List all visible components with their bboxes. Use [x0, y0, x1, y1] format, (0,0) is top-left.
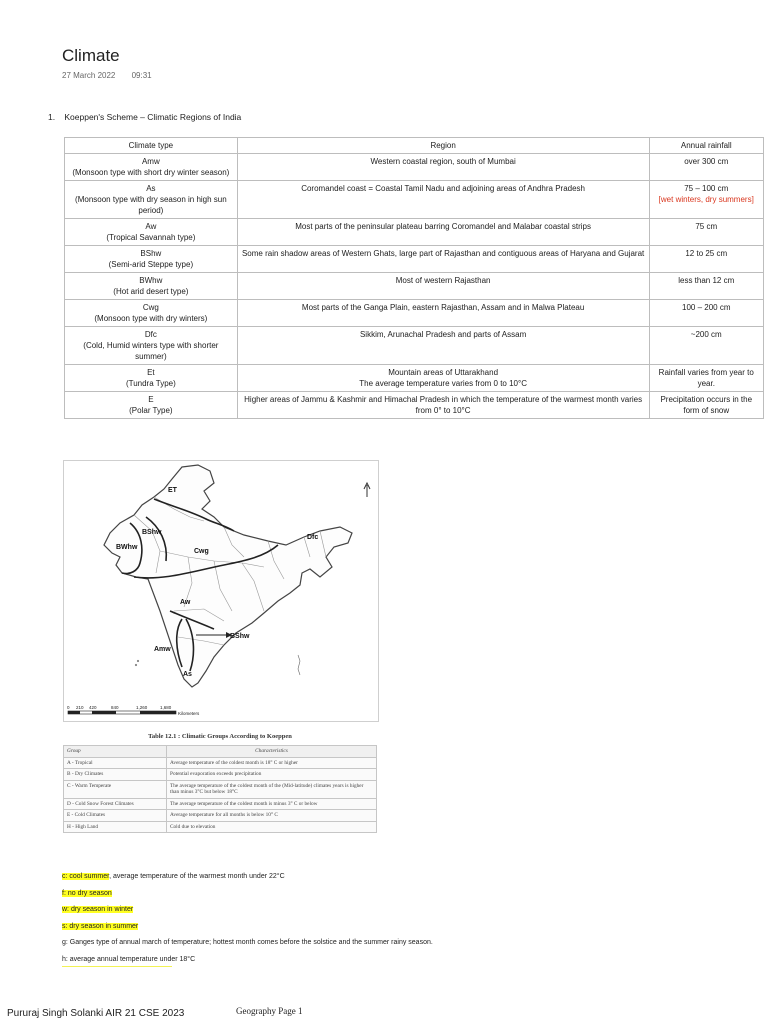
group-cell: B - Dry Climates	[64, 769, 167, 781]
table-row	[65, 219, 764, 246]
rainfall-cell	[649, 219, 764, 246]
region-text: Some rain shadow areas of Western Ghats, large part of Rajasthan and contiguous areas of Haryana and Gujarat	[241, 249, 645, 258]
region-cell	[237, 273, 649, 300]
climate-type-cell	[65, 273, 238, 300]
map-label-cwg: Cwg	[194, 548, 209, 555]
page-dateline	[62, 71, 166, 80]
climate-type-cell	[65, 246, 238, 273]
table-row	[65, 327, 764, 365]
climate-type-cell	[65, 365, 238, 392]
climate-description: (Monsoon type with short dry winter season)	[72, 168, 230, 177]
rainfall-value: 75 – 100 cm	[684, 184, 729, 193]
region-text: Western coastal region, south of Mumbai	[370, 157, 516, 166]
climate-type-cell	[65, 327, 238, 365]
region-cell	[237, 327, 649, 365]
note-line	[62, 922, 433, 939]
scale-unit: Kilometers	[178, 711, 200, 716]
map-label-dfc: Dfc	[307, 534, 319, 541]
table-row	[65, 392, 764, 419]
map-scale-bar	[67, 705, 200, 716]
region-cell	[237, 181, 649, 219]
page-title: Climate	[62, 46, 120, 65]
climate-code: Dfc	[144, 330, 157, 339]
region-text: Sikkim, Arunachal Pradesh and parts of Assam	[359, 330, 527, 339]
scale-tick-420: 420	[89, 705, 97, 710]
climate-code: As	[146, 184, 156, 193]
region-text: Coromandel coast = Coastal Tamil Nadu and adjoining areas of Andhra Pradesh	[301, 184, 586, 193]
table-row	[65, 154, 764, 181]
rainfall-cell	[649, 327, 764, 365]
map-label-bshw-south: BShw	[230, 633, 250, 640]
rainfall-note: [wet winters, dry summers]	[658, 195, 754, 204]
rainfall-value: ~200 cm	[690, 330, 722, 339]
climate-description: (Tundra Type)	[125, 379, 176, 388]
climate-type-cell	[65, 392, 238, 419]
rainfall-cell	[649, 300, 764, 327]
group-cell: H - High Land	[64, 821, 167, 833]
characteristics-cell: The average temperature of the coldest month of the (Mid-latitude) climates years is higher than minus 3°C but below 18°C	[167, 780, 377, 798]
characteristics-cell: The average temperature of the coldest month is minus 3° C or below	[167, 798, 377, 810]
rainfall-cell	[649, 365, 764, 392]
climate-type-cell	[65, 154, 238, 181]
footer-page-label: Geography Page 1	[236, 1006, 303, 1016]
koeppen-table-header	[64, 746, 377, 758]
table-row	[64, 821, 377, 833]
rainfall-value: 12 to 25 cm	[685, 249, 728, 258]
climate-type-cell	[65, 300, 238, 327]
climate-code: Et	[147, 368, 155, 377]
page-date: 27 March 2022	[62, 71, 116, 80]
header-region: Region	[237, 138, 649, 154]
rainfall-value: over 300 cm	[684, 157, 729, 166]
rainfall-cell	[649, 246, 764, 273]
section-heading	[48, 112, 241, 122]
region-text: Most parts of the peninsular plateau barring Coromandel and Malabar coastal strips	[295, 222, 591, 231]
note-highlight: f: no dry season	[62, 889, 112, 897]
note-line	[62, 955, 433, 972]
climate-description: (Monsoon type with dry winters)	[94, 314, 208, 323]
scale-tick-840: 840	[111, 705, 119, 710]
group-cell: A - Tropical	[64, 757, 167, 769]
region-cell	[237, 219, 649, 246]
rainfall-value: 75 cm	[695, 222, 718, 231]
group-cell: C - Warm Temperate	[64, 780, 167, 798]
islands	[135, 655, 300, 675]
table-row	[65, 365, 764, 392]
characteristics-cell: Average temperature for all months is below 10° C	[167, 810, 377, 822]
koeppen-map-of-india	[63, 460, 379, 722]
climate-table	[64, 137, 764, 419]
page-time: 09:31	[131, 71, 152, 80]
koeppen-groups-table	[63, 745, 377, 833]
scale-tick-210: 210	[76, 705, 84, 710]
group-cell: E - Cold Climates	[64, 810, 167, 822]
heading-text: Koeppen's Scheme – Climatic Regions of India	[64, 112, 242, 122]
note-line	[62, 938, 433, 955]
note-line	[62, 905, 433, 922]
characteristics-cell: Cold due to elevation	[167, 821, 377, 833]
footer-author: Pururaj Singh Solanki AIR 21 CSE 2023	[7, 1008, 185, 1019]
climate-code: BWhw	[139, 276, 163, 285]
climate-code: E	[148, 395, 154, 404]
note-highlight: c: cool summer	[62, 873, 110, 880]
header-characteristics: Characteristics	[167, 746, 377, 758]
scale-tick-1260: 1,260	[136, 705, 148, 710]
climate-table-header	[65, 138, 764, 154]
note-line	[62, 889, 433, 906]
note-text: g: Ganges type of annual march of temperature; hottest month comes before the solstice and the summer rainy season.	[62, 939, 433, 946]
climate-description: (Semi-arid Steppe type)	[108, 260, 194, 269]
map-label-bshw-north: BShw	[142, 529, 162, 536]
region-cell	[237, 365, 649, 392]
table-row	[65, 181, 764, 219]
region-cell	[237, 300, 649, 327]
table-row	[64, 769, 377, 781]
note-line	[62, 872, 433, 889]
note-underline	[62, 966, 172, 967]
scale-tick-0: 0	[67, 705, 70, 710]
climate-code: Cwg	[142, 303, 159, 312]
climate-description: (Hot arid desert type)	[113, 287, 189, 296]
region-cell	[237, 392, 649, 419]
rainfall-value: Rainfall varies from year to year.	[658, 368, 754, 388]
group-cell: D - Cold Snow Forest Climates	[64, 798, 167, 810]
map-label-et: ET	[168, 487, 177, 494]
north-arrow-icon	[364, 483, 370, 497]
region-text: Most parts of the Ganga Plain, eastern Rajasthan, Assam and in Malwa Plateau	[301, 303, 585, 312]
climate-code: Amw	[141, 157, 160, 166]
rainfall-cell	[649, 181, 764, 219]
rainfall-value: 100 – 200 cm	[682, 303, 731, 312]
rainfall-cell	[649, 273, 764, 300]
climate-type-cell	[65, 181, 238, 219]
table-row	[65, 246, 764, 273]
climate-code: BShw	[140, 249, 162, 258]
note-highlight: s: dry season in summer	[62, 922, 139, 930]
table-row	[64, 757, 377, 769]
table-row	[64, 810, 377, 822]
table-row	[64, 780, 377, 798]
header-climate-type: Climate type	[65, 138, 238, 154]
map-label-bwhw: BWhw	[116, 544, 138, 551]
heading-number: 1.	[48, 112, 56, 122]
region-cell	[237, 154, 649, 181]
characteristics-cell: Average temperature of the coldest month is 18° C or higher	[167, 757, 377, 769]
note-highlight: w: dry season in winter	[62, 906, 134, 913]
note-text: h: average annual temperature under 18°C	[62, 955, 196, 963]
climate-description: (Cold, Humid winters type with shorter summer)	[83, 341, 219, 361]
table-row	[65, 300, 764, 327]
rainfall-value: less than 12 cm	[678, 276, 735, 285]
climate-description: (Monsoon type with dry season in high sun period)	[75, 195, 227, 215]
india-map-figure	[64, 461, 378, 721]
climate-code: Aw	[145, 222, 157, 231]
climate-description: (Polar Type)	[129, 406, 173, 415]
climate-description: (Tropical Savannah type)	[106, 233, 196, 242]
region-note: The average temperature varies from 0 to 10°C	[359, 379, 527, 388]
rainfall-value: Precipitation occurs in the form of snow	[660, 395, 753, 415]
header-annual-rainfall: Annual rainfall	[649, 138, 764, 154]
region-cell	[237, 246, 649, 273]
table-row	[65, 273, 764, 300]
map-label-amw: Amw	[154, 646, 171, 653]
rainfall-cell	[649, 392, 764, 419]
region-text: Mountain areas of Uttarakhand	[388, 368, 499, 377]
scale-tick-1680: 1,680	[160, 705, 172, 710]
notes-list	[62, 872, 433, 971]
region-text: Most of western Rajasthan	[395, 276, 491, 285]
map-label-as: As	[183, 671, 192, 678]
rainfall-cell	[649, 154, 764, 181]
region-text: Higher areas of Jammu & Kashmir and Himachal Pradesh in which the temperature of the warmest month varies from 0° to 10°C	[244, 395, 643, 415]
climate-type-cell	[65, 219, 238, 246]
note-text: , average temperature of the warmest month under 22°C	[109, 873, 285, 880]
india-outline	[104, 465, 352, 687]
map-label-aw: Aw	[180, 599, 191, 606]
characteristics-cell: Potential evaporation exceeds precipitation	[167, 769, 377, 781]
table-row	[64, 798, 377, 810]
header-group: Group	[64, 746, 167, 758]
koeppen-table-title: Table 12.1 : Climatic Groups According to Koeppen	[148, 733, 292, 740]
